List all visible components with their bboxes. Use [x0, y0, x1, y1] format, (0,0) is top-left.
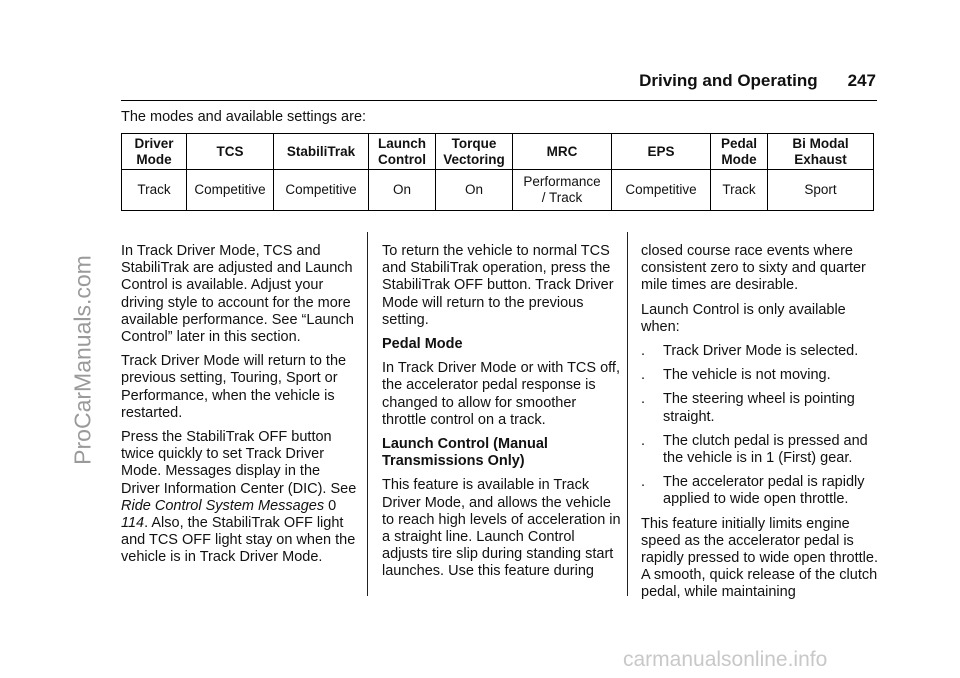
header-bi-modal-exhaust: Bi Modal Exhaust — [768, 134, 874, 170]
section-heading: Pedal Mode — [382, 336, 463, 353]
page-number: 247 — [847, 71, 876, 90]
cell-pedal-mode: Track — [711, 170, 768, 211]
column-middle — [382, 243, 622, 588]
table-row — [122, 170, 874, 211]
side-watermark: ProCarManuals.com — [69, 255, 96, 465]
cell-bi-modal-exhaust: Sport — [768, 170, 874, 211]
column-right — [641, 243, 879, 609]
column-divider — [367, 232, 368, 596]
cell-tcs: Competitive — [187, 170, 274, 211]
page-header — [618, 71, 876, 95]
intro-text: The modes and available settings are: — [121, 109, 367, 125]
paragraph: In Track Driver Mode or with TCS off, the accelerator pedal response is changed to allow for smoother throttle control on a track. — [382, 360, 620, 428]
column-divider — [627, 232, 628, 596]
paragraph: Track Driver Mode will return to the previous setting, Touring, Sport or Performance, when the vehicle is restarted. — [121, 353, 347, 421]
bullet-mark: . — [641, 343, 646, 360]
modes-table — [121, 133, 874, 211]
header-mrc: MRC — [513, 134, 612, 170]
section-heading: Launch Control (Manual Transmissions Only) — [382, 436, 548, 470]
page-ref-number[interactable]: 114 — [121, 515, 145, 532]
header-tcs: TCS — [187, 134, 274, 170]
paragraph: Launch Control is only available when: — [641, 301, 846, 335]
cell-eps: Competitive — [612, 170, 711, 211]
bullet-mark: . — [641, 391, 646, 408]
cell-torque-vectoring: On — [436, 170, 513, 211]
section-title: Driving and Operating — [639, 71, 818, 90]
paragraph: This feature is available in Track Driver Mode, and allows the vehicle to reach high levels of acceleration in a straight line. Launch Control adjusts tire slip during standing start launches. Use this feature during — [382, 477, 621, 580]
list-item: . The clutch pedal is pressed and the vehicle is in 1 (First) gear. — [641, 432, 868, 467]
header-torque-vectoring: Torque Vectoring — [436, 134, 513, 170]
bullet-mark: . — [641, 367, 646, 384]
paragraph: Press the StabiliTrak OFF button twice quickly to set Track Driver Mode. Messages display in the Driver Information Center (DIC). See Ride Control System Messages 0 114. Also, the StabiliTrak OFF light and TCS OFF light stay on when the vehicle is in Track Driver Mode. — [121, 429, 357, 566]
bullet-mark: . — [641, 474, 646, 491]
cross-reference-link[interactable]: Ride Control System Messages — [121, 497, 325, 514]
paragraph: This feature initially limits engine speed as the accelerator pedal is rapidly pressed to wide open throttle. A smooth, quick release of the clutch pedal, while maintaining — [641, 515, 878, 601]
list-item: . The accelerator pedal is rapidly applied to wide open throttle. — [641, 474, 865, 508]
header-eps: EPS — [612, 134, 711, 170]
header-driver-mode: Driver Mode — [122, 134, 187, 170]
paragraph: In Track Driver Mode, TCS and StabiliTrak are adjusted and Launch Control is available. Adjust your driving style to account for the more available performance. See “Launch Control” later in this section. — [121, 243, 354, 346]
bottom-watermark: carmanualsonline.info — [623, 648, 828, 671]
list-item: . Track Driver Mode is selected. — [641, 343, 859, 360]
cell-launch-control: On — [369, 170, 436, 211]
list-item: . The vehicle is not moving. — [641, 367, 831, 384]
table-header-row — [122, 134, 874, 170]
list-item: . The steering wheel is pointing straight. — [641, 391, 855, 425]
header-pedal-mode: Pedal Mode — [711, 134, 768, 170]
page-ref-symbol: 0 — [328, 497, 337, 514]
column-left — [121, 243, 361, 574]
header-launch-control: Launch Control — [369, 134, 436, 170]
cell-driver-mode: Track — [122, 170, 187, 211]
cell-stabilitrak: Competitive — [274, 170, 369, 211]
paragraph: To return the vehicle to normal TCS and StabiliTrak operation, press the StabiliTrak OFF button. Track Driver Mode will return to the previous setting. — [382, 243, 614, 328]
bullet-mark: . — [641, 432, 646, 449]
paragraph: closed course race events where consistent zero to sixty and quarter mile times are desirable. — [641, 243, 866, 294]
header-rule — [121, 100, 877, 101]
cell-mrc: Performance / Track — [513, 170, 612, 211]
header-stabilitrak: StabiliTrak — [274, 134, 369, 170]
